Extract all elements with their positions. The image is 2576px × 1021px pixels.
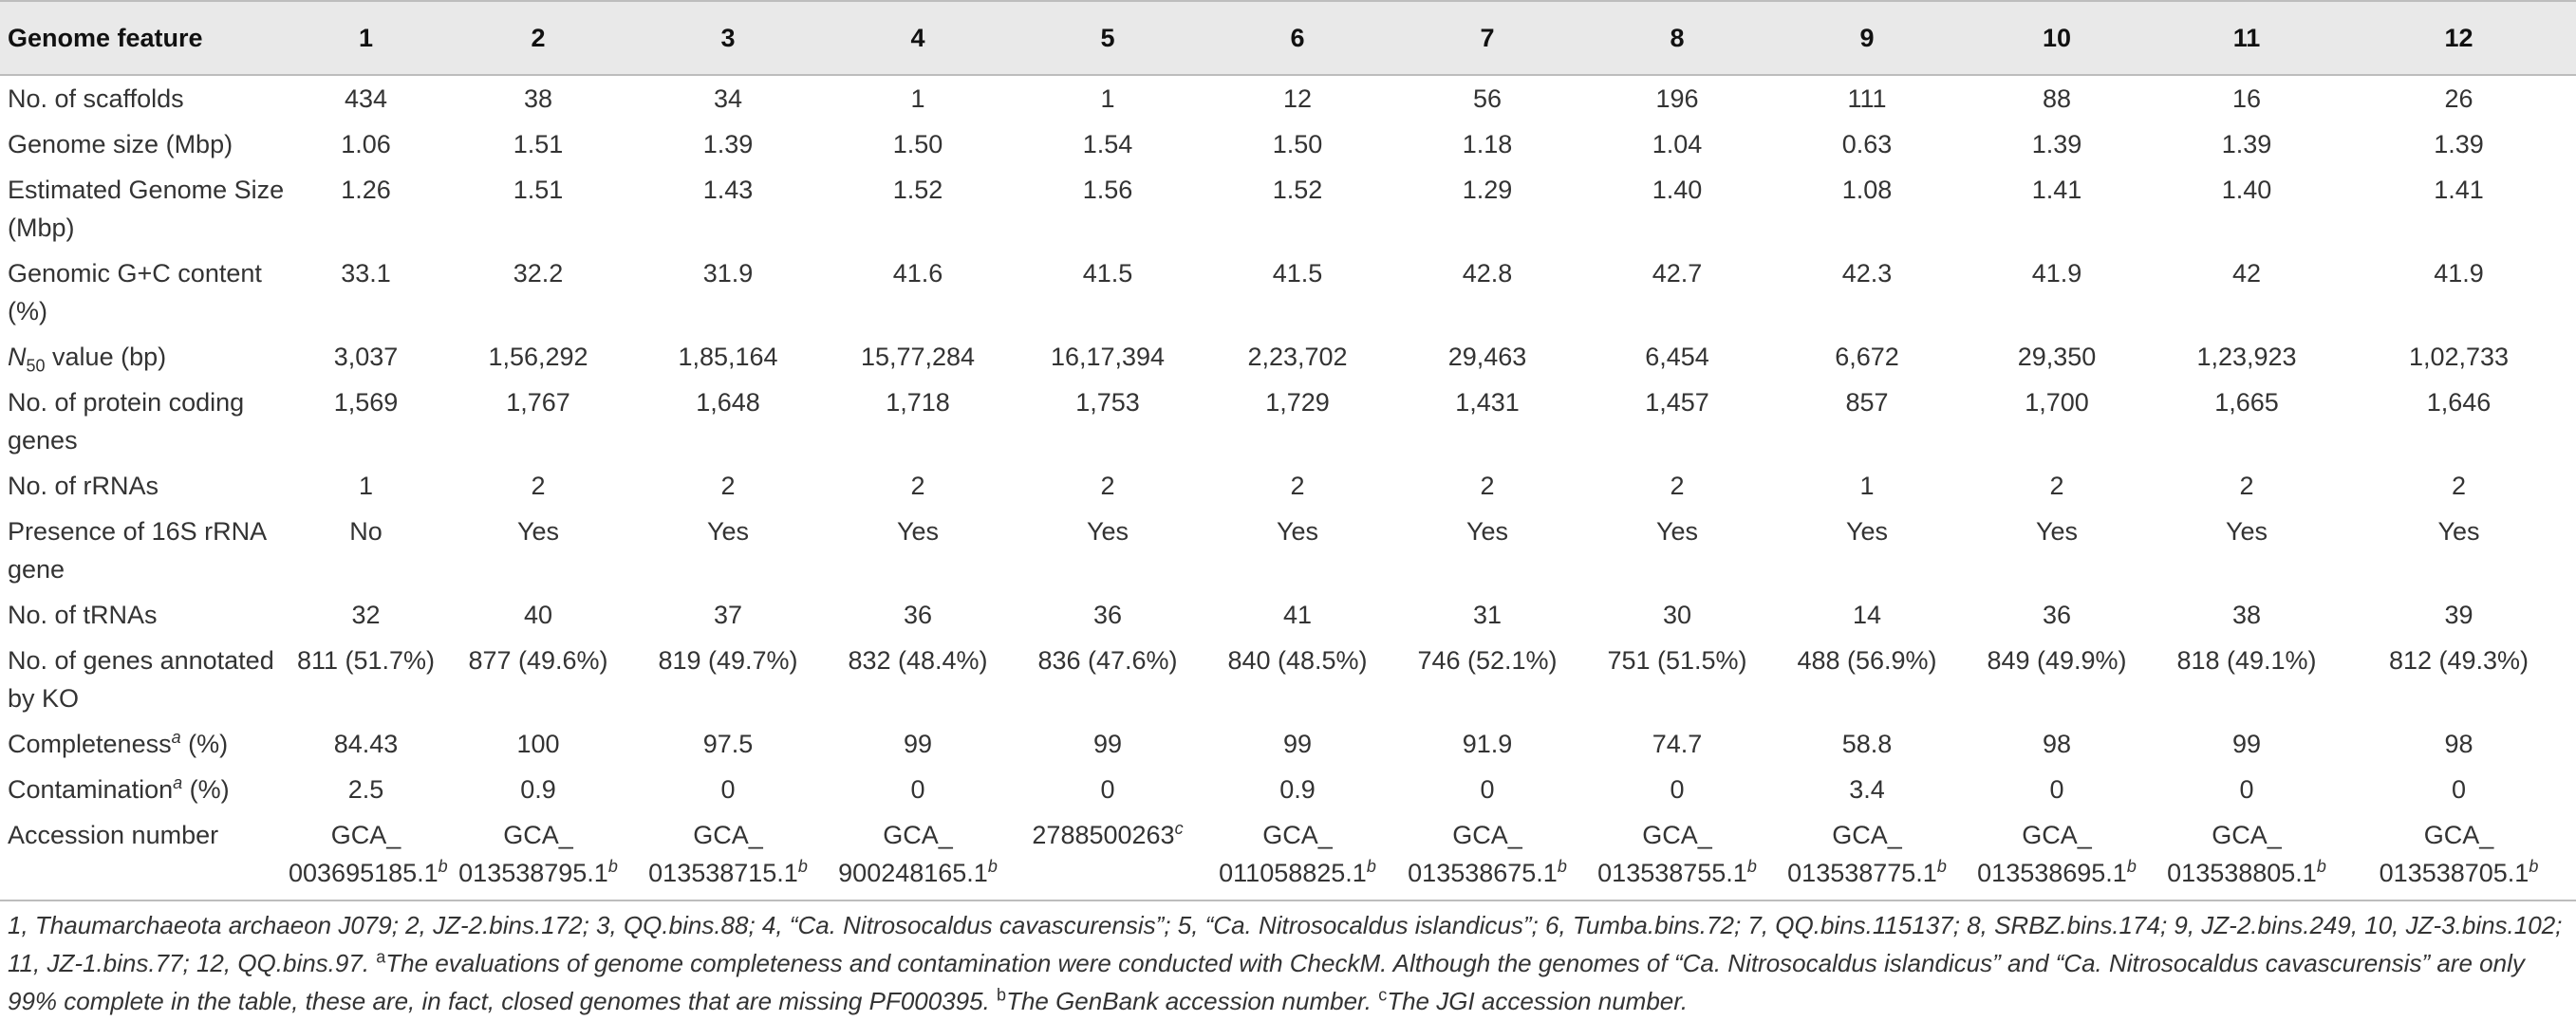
table-cell: 196	[1655, 84, 1699, 113]
feature-text: (%)	[180, 730, 229, 758]
table-cell: 0	[2049, 775, 2064, 804]
table-row	[0, 75, 2576, 121]
table-cell: 1,767	[506, 388, 570, 417]
table-cell: 1.26	[341, 176, 391, 204]
header-column-11: 11	[2152, 1, 2342, 75]
table-header	[0, 1, 2576, 75]
table-cell	[1203, 812, 1392, 900]
footnote-c-text: The JGI accession number.	[1387, 987, 1689, 1015]
table-cell: 1	[1859, 472, 1875, 500]
table-cell: 42.3	[1841, 259, 1893, 288]
table-cell: 488 (56.9%)	[1797, 646, 1937, 675]
row-feature-label	[0, 721, 289, 767]
table-cell	[633, 812, 823, 900]
accession-note-mark: b	[2529, 857, 2539, 876]
table-cell: 3,037	[333, 343, 399, 371]
table-cell: 99	[903, 730, 933, 758]
table-cell: 811 (51.7%)	[296, 646, 436, 675]
table-row	[0, 121, 2576, 167]
table-cell: Yes	[1276, 517, 1319, 546]
row-feature-label: Genomic G+C content (%)	[8, 259, 262, 325]
row-feature-label	[0, 334, 289, 380]
table-cell: 14	[1852, 601, 1882, 629]
accession-note-mark: b	[438, 857, 448, 876]
table-cell: Yes	[706, 517, 750, 546]
header-column-7: 7	[1392, 1, 1582, 75]
table-cell: 746 (52.1%)	[1417, 646, 1558, 675]
table-cell	[1013, 812, 1203, 900]
table-row	[0, 638, 2576, 721]
feature-text: Contamination	[8, 775, 174, 804]
table-cell: 1.52	[892, 176, 943, 204]
table-cell: 1,431	[1455, 388, 1520, 417]
table-cell: No	[349, 517, 383, 546]
table-cell: 849 (49.9%)	[1987, 646, 2127, 675]
table-cell: 42.7	[1652, 259, 1703, 288]
table-cell: 38	[2231, 601, 2262, 629]
header-column-8: 8	[1582, 1, 1772, 75]
accession-value: GCA_ 013538705.1	[2379, 821, 2529, 887]
table-cell: 2	[531, 472, 546, 500]
table-cell: 1.41	[2434, 176, 2484, 204]
table-cell: 1.50	[892, 130, 943, 158]
accession-value: GCA_ 011058825.1	[1219, 821, 1367, 887]
accession-value: GCA_ 013538755.1	[1597, 821, 1747, 887]
table-cell: 1.56	[1082, 176, 1133, 204]
table-cell: 0	[2239, 775, 2254, 804]
table-cell: 16,17,394	[1050, 343, 1166, 371]
table-cell: 1	[1100, 84, 1115, 113]
table-cell: Yes	[1845, 517, 1889, 546]
table-cell: 1.51	[513, 176, 564, 204]
table-footnote	[8, 906, 2570, 1020]
table-cell: 1.39	[702, 130, 754, 158]
table-cell: 34	[713, 84, 743, 113]
header-column-5: 5	[1013, 1, 1203, 75]
table-cell: 1,23,923	[2196, 343, 2297, 371]
table-cell: 29,350	[2017, 343, 2097, 371]
table-cell: 2	[1100, 472, 1115, 500]
footnote-b-text: The GenBank accession number.	[1006, 987, 1379, 1015]
row-feature-label: No. of scaffolds	[8, 84, 184, 113]
table-cell: 434	[344, 84, 388, 113]
accession-note-mark: b	[1557, 857, 1567, 876]
footnote-c-mark: c	[1378, 985, 1388, 1005]
table-cell: 2	[1290, 472, 1305, 500]
table-cell: 1.40	[2221, 176, 2272, 204]
accession-note-mark: b	[1366, 857, 1376, 876]
table-cell: 98	[2042, 730, 2072, 758]
table-cell: 98	[2444, 730, 2473, 758]
table-cell: 41.5	[1272, 259, 1323, 288]
table-cell: 2	[1480, 472, 1495, 500]
table-cell: 1.39	[2221, 130, 2272, 158]
row-feature-label: No. of genes annotated by KO	[8, 646, 274, 713]
table-row	[0, 812, 2576, 900]
accession-value: 2788500263	[1032, 821, 1175, 849]
table-cell: 41.9	[2434, 259, 2484, 288]
header-column-1: 1	[289, 1, 443, 75]
table-cell: Yes	[896, 517, 940, 546]
table-cell: 39	[2444, 601, 2473, 629]
table-cell: 1,02,733	[2408, 343, 2510, 371]
table-cell: 6,672	[1835, 343, 1899, 371]
table-cell: 1,729	[1265, 388, 1330, 417]
row-feature-label: Genome size (Mbp)	[8, 130, 233, 158]
table-cell: 29,463	[1447, 343, 1527, 371]
table-cell: 32.2	[513, 259, 564, 288]
table-cell: 0.9	[520, 775, 556, 804]
table-cell: 1.39	[2031, 130, 2082, 158]
table-cell: 97.5	[702, 730, 754, 758]
accession-note-mark: b	[607, 857, 618, 876]
table-cell: 1,457	[1645, 388, 1709, 417]
table-cell: 1,85,164	[678, 343, 778, 371]
table-cell	[443, 812, 633, 900]
table-cell: 100	[516, 730, 560, 758]
table-cell: 836 (47.6%)	[1037, 646, 1178, 675]
header-column-12: 12	[2342, 1, 2576, 75]
table-cell	[1962, 812, 2152, 900]
table-row	[0, 463, 2576, 509]
table-cell: Yes	[1655, 517, 1699, 546]
table-cell: 818 (49.1%)	[2176, 646, 2317, 675]
table-cell: 0	[910, 775, 925, 804]
table-cell: Yes	[516, 517, 560, 546]
table-row	[0, 167, 2576, 251]
table-cell: 42.8	[1462, 259, 1513, 288]
table-cell: 1.39	[2434, 130, 2484, 158]
table-cell: 0	[1670, 775, 1685, 804]
accession-value: GCA_ 013538715.1	[648, 821, 798, 887]
table-cell: 0	[2451, 775, 2467, 804]
table-cell: 1.40	[1652, 176, 1703, 204]
table-cell	[1582, 812, 1772, 900]
table-cell: 12	[1282, 84, 1313, 113]
table-row	[0, 509, 2576, 592]
table-cell: 1.29	[1462, 176, 1513, 204]
table-cell: 41.9	[2031, 259, 2082, 288]
feature-text: value (bp)	[45, 343, 167, 371]
accession-value: GCA_ 013538775.1	[1787, 821, 1937, 887]
table-cell: 58.8	[1841, 730, 1893, 758]
table-cell: 2	[2049, 472, 2064, 500]
table-cell: 74.7	[1652, 730, 1703, 758]
feature-superscript: a	[171, 728, 181, 747]
table-row	[0, 380, 2576, 463]
table-cell: 16	[2231, 84, 2262, 113]
table-cell: 99	[1282, 730, 1313, 758]
header-column-4: 4	[823, 1, 1013, 75]
table-cell: 840 (48.5%)	[1227, 646, 1368, 675]
table-cell: 2	[2239, 472, 2254, 500]
table-cell: 1.08	[1841, 176, 1893, 204]
table-row	[0, 334, 2576, 380]
table-cell: 40	[523, 601, 553, 629]
table-cell: 38	[523, 84, 553, 113]
footnote-b-mark: b	[997, 985, 1007, 1005]
table-cell: 1.04	[1652, 130, 1703, 158]
table-cell: 56	[1472, 84, 1503, 113]
footnote-legend: 1, Thaumarchaeota archaeon J079; 2, JZ-2.bins.172; 3, QQ.bins.88; 4, “Ca. Nitrosocaldus cavascurensis”; 5, “Ca. Nitrosocaldus islandicus”; 6, Tumba.bins.72; 7, QQ.bins.115137; 8, SRBZ.bins.174; 9, JZ-2.bins.249, 10, JZ-3.bins.102; 11, JZ-1.bins.77; 12, QQ.bins.97.	[8, 911, 2563, 977]
table-cell	[1772, 812, 1962, 900]
feature-text: N	[8, 343, 27, 371]
table-cell: 751 (51.5%)	[1607, 646, 1747, 675]
header-column-10: 10	[1962, 1, 2152, 75]
header-column-9: 9	[1772, 1, 1962, 75]
table-cell: Yes	[2035, 517, 2079, 546]
table-cell: 84.43	[333, 730, 399, 758]
table-cell: 2,23,702	[1247, 343, 1348, 371]
accession-note-mark: b	[1746, 857, 1757, 876]
table-cell: 42	[2231, 259, 2262, 288]
table-cell: 1.54	[1082, 130, 1133, 158]
header-genome-feature: Genome feature	[0, 1, 289, 75]
table-cell: 1.52	[1272, 176, 1323, 204]
row-feature-label: Accession number	[0, 812, 289, 900]
table-cell: 1,648	[696, 388, 760, 417]
table-cell: 857	[1845, 388, 1889, 417]
table-cell: 111	[1847, 84, 1887, 113]
table-cell: 1	[910, 84, 925, 113]
table-cell: Yes	[1465, 517, 1509, 546]
table-cell: 819 (49.7%)	[658, 646, 798, 675]
table-cell	[289, 812, 448, 900]
table-cell: 0.9	[1279, 775, 1316, 804]
table-cell: 1.06	[341, 130, 391, 158]
table-cell: 1.50	[1272, 130, 1323, 158]
accession-note-mark: b	[2126, 857, 2137, 876]
accession-value: GCA_ 013538675.1	[1408, 821, 1558, 887]
table-cell: 1,665	[2214, 388, 2279, 417]
row-feature-label: No. of tRNAs	[8, 601, 158, 629]
table-row	[0, 721, 2576, 767]
feature-text: Completeness	[8, 730, 172, 758]
table-cell: Yes	[1086, 517, 1129, 546]
footnote-a-mark: a	[376, 947, 386, 967]
accession-value: GCA_ 013538795.1	[458, 821, 608, 887]
table-cell: 31	[1472, 601, 1503, 629]
accession-note-mark: c	[1174, 819, 1184, 838]
feature-superscript: a	[173, 773, 183, 792]
header-row	[0, 1, 2576, 75]
accession-value: GCA_ 013538805.1	[2167, 821, 2317, 887]
table-cell: 1.43	[702, 176, 754, 204]
table-cell: Yes	[2225, 517, 2268, 546]
table-cell: 1,56,292	[488, 343, 588, 371]
header-column-3: 3	[633, 1, 823, 75]
table-cell	[1392, 812, 1582, 900]
table-cell: 99	[2231, 730, 2262, 758]
table-cell: 2	[2451, 472, 2467, 500]
accession-note-mark: b	[987, 857, 998, 876]
feature-subscript: 50	[26, 356, 46, 376]
table-cell: 0.63	[1841, 130, 1893, 158]
row-feature-label: Presence of 16S rRNA gene	[8, 517, 266, 584]
table-cell: 88	[2042, 84, 2072, 113]
table-cell: 91.9	[1462, 730, 1513, 758]
table-cell: 832 (48.4%)	[848, 646, 988, 675]
accession-note-mark: b	[2316, 857, 2326, 876]
header-column-6: 6	[1203, 1, 1392, 75]
table-cell: 0	[1100, 775, 1115, 804]
table-cell: 36	[1092, 601, 1123, 629]
table-cell: 3.4	[1849, 775, 1885, 804]
table-cell: Yes	[2437, 517, 2480, 546]
table-cell: 812 (49.3%)	[2388, 646, 2529, 675]
row-feature-label: Estimated Genome Size (Mbp)	[8, 176, 285, 242]
table-cell: 99	[1092, 730, 1123, 758]
table-cell: 30	[1662, 601, 1692, 629]
table-cell: 41	[1282, 601, 1313, 629]
table-cell: 26	[2444, 84, 2473, 113]
header-column-2: 2	[443, 1, 633, 75]
table-cell: 1.51	[513, 130, 564, 158]
table-cell: 1,753	[1075, 388, 1140, 417]
row-feature-label: No. of rRNAs	[8, 472, 159, 500]
table-cell: 0	[720, 775, 736, 804]
row-feature-label	[0, 767, 289, 812]
table-cell: 32	[351, 601, 381, 629]
accession-note-mark: b	[1936, 857, 1947, 876]
table-cell: 36	[903, 601, 933, 629]
table-cell	[2342, 812, 2576, 900]
table-cell: 2	[1670, 472, 1685, 500]
accession-value: GCA_ 900248165.1	[838, 821, 988, 887]
table-cell: 41.5	[1082, 259, 1133, 288]
table-cell: 41.6	[892, 259, 943, 288]
table-cell: 877 (49.6%)	[468, 646, 608, 675]
feature-text: (%)	[182, 775, 230, 804]
table-cell: 2.5	[347, 775, 384, 804]
accession-note-mark: b	[797, 857, 808, 876]
table-cell	[823, 812, 1013, 900]
table-cell: 1,718	[886, 388, 950, 417]
table-row	[0, 767, 2576, 812]
table-cell: 15,77,284	[860, 343, 976, 371]
accession-value: GCA_ 013538695.1	[1977, 821, 2127, 887]
table-body	[0, 75, 2576, 900]
table-cell: 1,700	[2025, 388, 2089, 417]
table-cell	[2152, 812, 2342, 900]
table-row	[0, 251, 2576, 334]
accession-value: GCA_ 003695185.1	[289, 821, 439, 887]
table-row	[0, 592, 2576, 638]
table-cell: 1.18	[1462, 130, 1513, 158]
table-cell: 1,646	[2426, 388, 2492, 417]
row-feature-label: No. of protein coding genes	[8, 388, 245, 455]
table-cell: 2	[720, 472, 736, 500]
table-cell: 1,569	[333, 388, 399, 417]
table-cell: 6,454	[1645, 343, 1709, 371]
table-cell: 31.9	[702, 259, 754, 288]
footnote-a-text: The evaluations of genome completeness and contamination were conducted with CheckM. Although the genomes of “Ca. Nitrosocaldus islandicus” and “Ca. Nitrosocaldus cavascurensis” are only 99% complete in the table, these are, in fact, closed genomes that are missing PF000395.	[8, 949, 2525, 1015]
table-cell: 36	[2042, 601, 2072, 629]
table-cell: 2	[910, 472, 925, 500]
table-cell: 1	[358, 472, 374, 500]
table-cell: 37	[713, 601, 743, 629]
table-cell: 1.41	[2031, 176, 2082, 204]
table-cell: 33.1	[341, 259, 391, 288]
table-cell: 0	[1480, 775, 1495, 804]
